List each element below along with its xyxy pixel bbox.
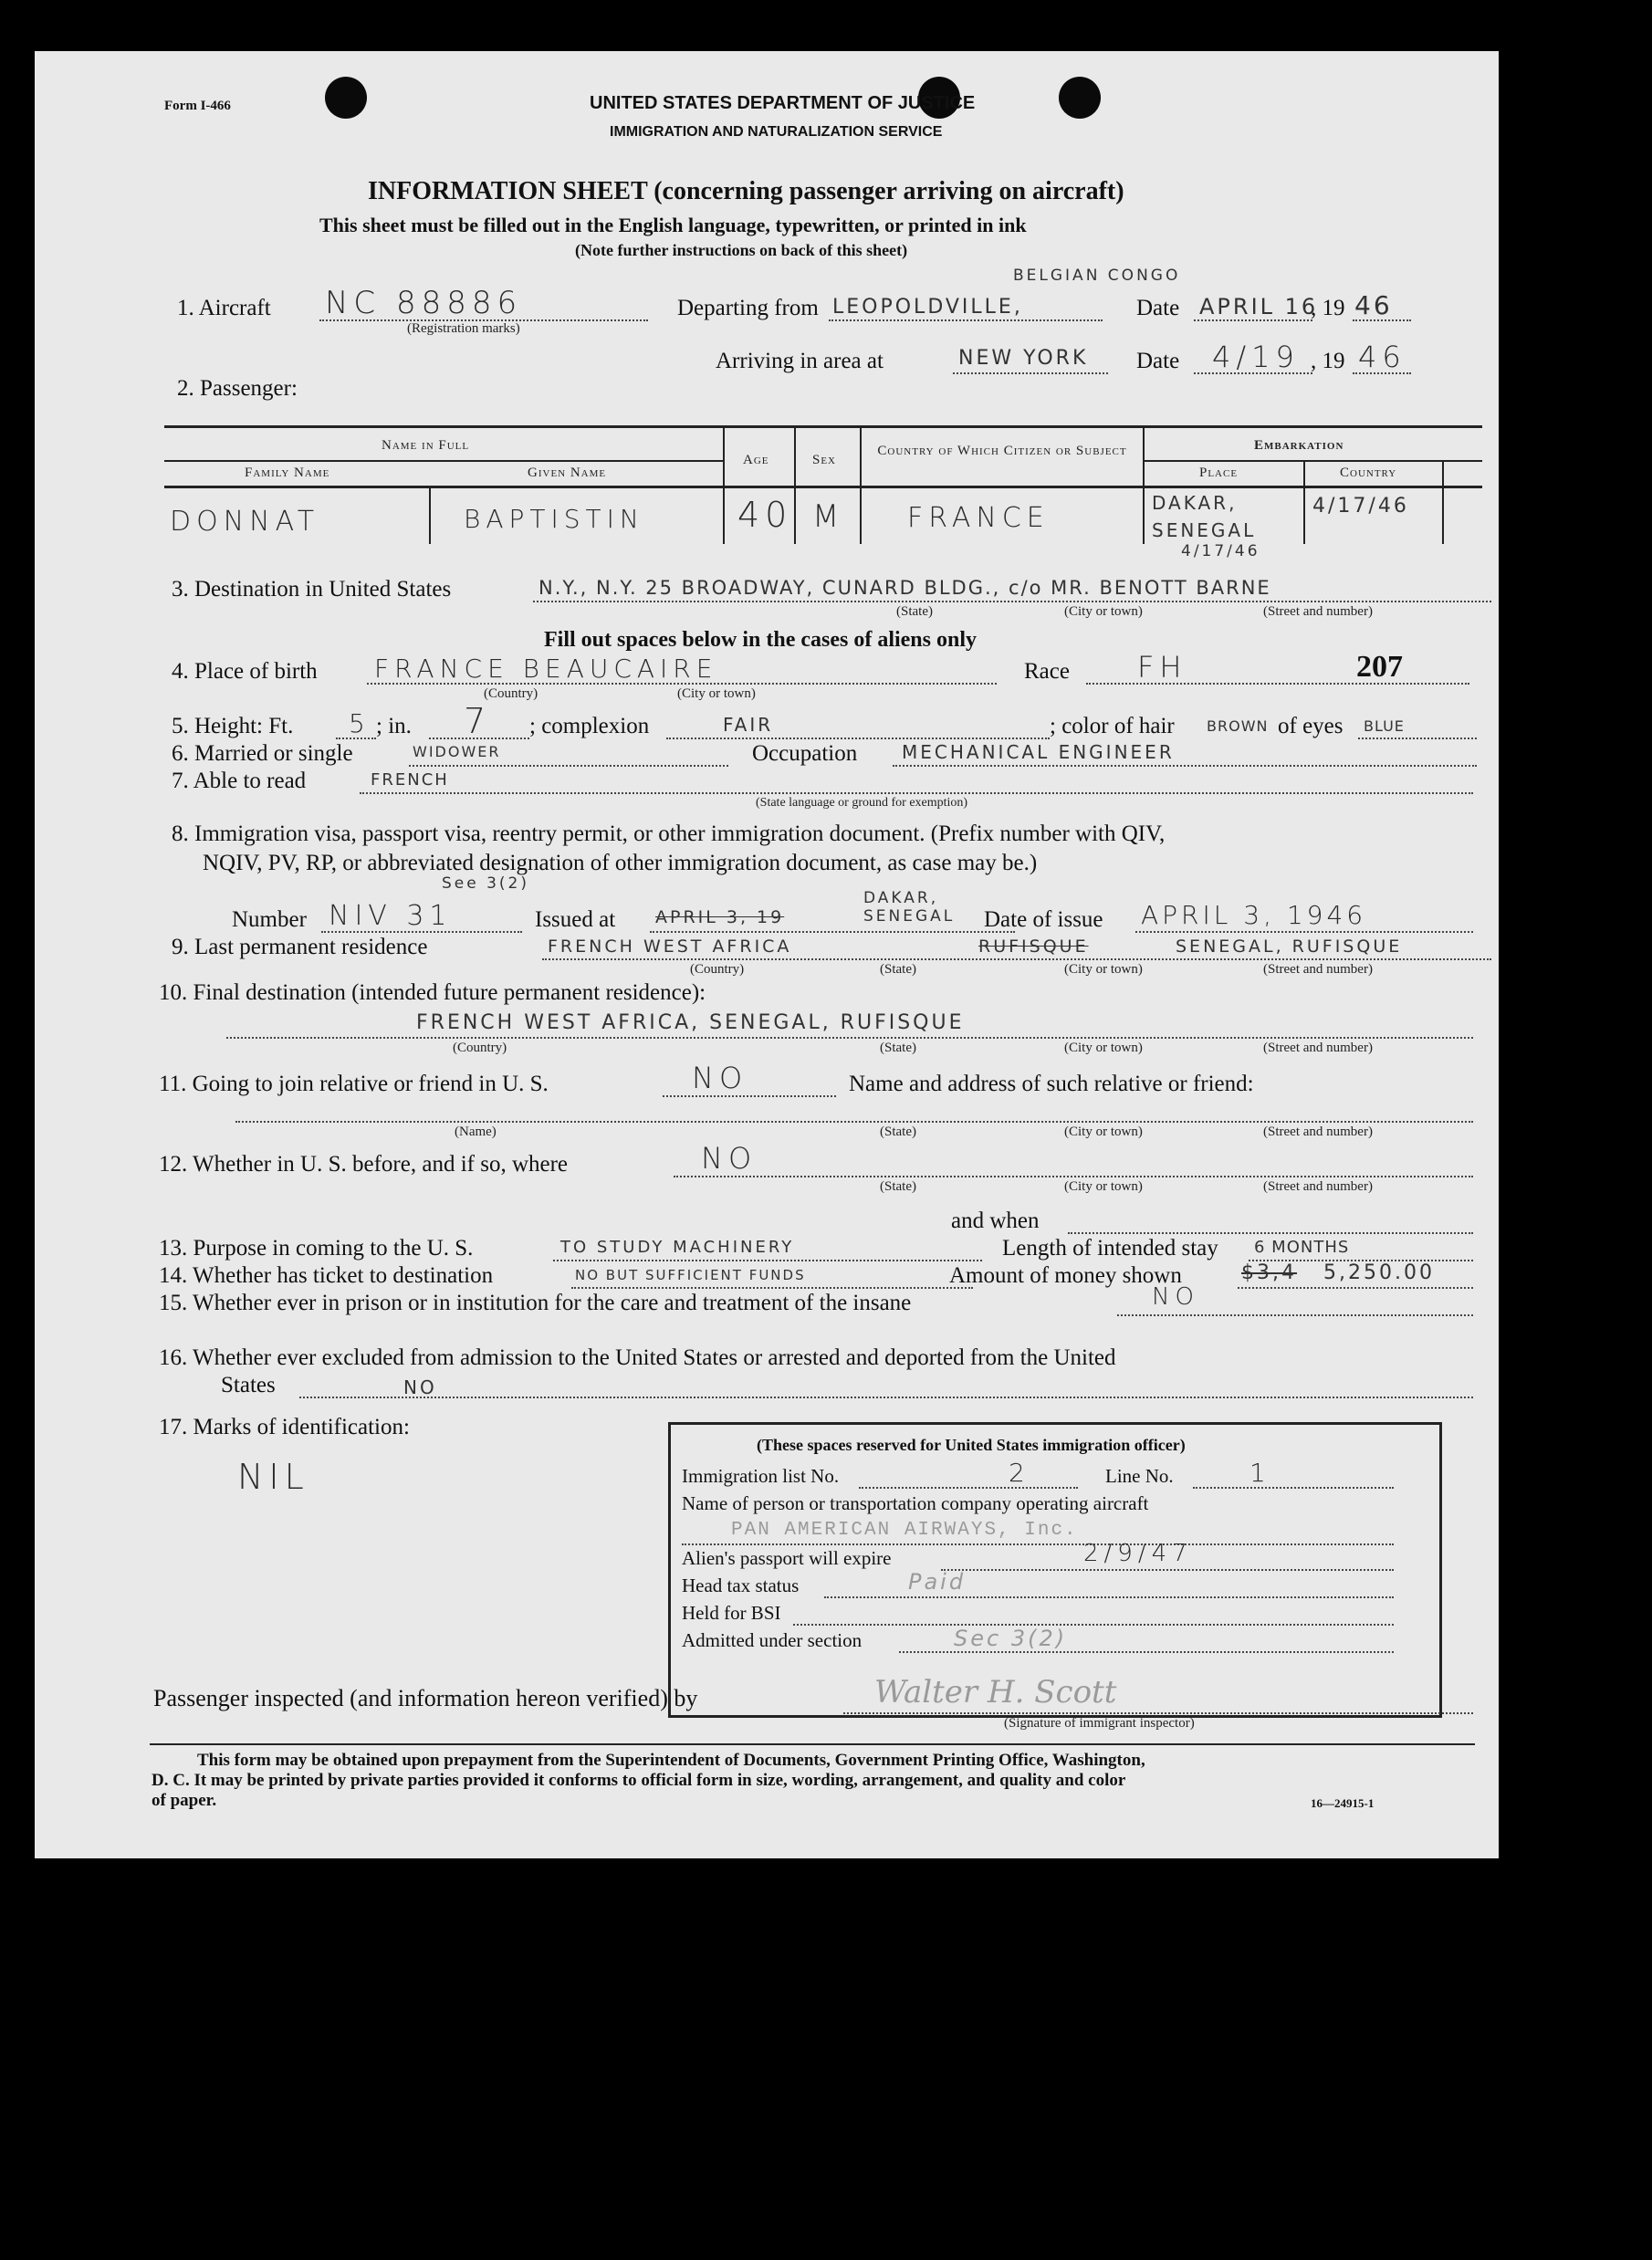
departure-date-label: Date [1136,296,1180,320]
departure-date-line [1194,319,1312,321]
read-line [360,792,1473,794]
join-relative-line [663,1095,836,1097]
departing-line [829,319,1103,321]
previous-when-line [1068,1232,1473,1234]
money-value: 5,250.00 [1323,1261,1435,1284]
inspected-label: Passenger inspected (and information hereon verified) by [153,1685,698,1711]
complexion-line [666,738,1050,739]
bsi-label: Held for BSI [682,1602,781,1624]
embarkation-country-value: 4/17/46 [1312,495,1409,518]
final-destination-value: FRENCH WEST AFRICA, SENEGAL, RUFISQUE [416,1011,965,1034]
relative-address-line [235,1121,1473,1123]
height-ft-value: 5 [349,708,371,738]
height-in-value: 7 [464,701,492,741]
head-tax-label: Head tax status [682,1575,800,1596]
footer-line3: of paper. [152,1791,217,1810]
occupation-label: Occupation [752,741,858,766]
head-tax-value: Paid [908,1569,967,1595]
occupation-line [893,765,1477,767]
passport-expire-label: Alien's passport will expire [682,1547,892,1569]
excluded-value: NO [403,1376,437,1398]
race-value: FH [1137,650,1187,685]
issued-at-struck: APRIL 3, 19 [655,907,785,927]
footer-line1: This form may be obtained upon prepayment from the Superintendent of Documents, Government Printing Office, Washington, [197,1751,1145,1770]
eyes-line [1358,738,1477,739]
company-label: Name of person or transportation company operating aircraft [682,1492,1149,1514]
q14-label: 14. Whether has ticket to destination [159,1263,494,1288]
aliens-heading: Fill out spaces below in the cases of aliens only [544,628,978,652]
family-name-value: DONNAT [170,506,320,538]
complexion-label: ; complexion [529,714,650,738]
service-name: IMMIGRATION AND NATURALIZATION SERVICE [610,124,943,140]
form-sheet [35,51,1499,1858]
complexion-value: FAIR [723,714,774,736]
q7-label: 7. Able to read [172,769,307,793]
document-note: See 3(2) [442,874,530,893]
date-of-issue-value: APRIL 3, 1946 [1141,900,1367,930]
departing-label: Departing from [677,296,819,320]
final-caption-country: (Country) [453,1041,507,1055]
departing-note: BELGIAN CONGO [1013,267,1181,285]
arrival-date-value: 4/19 [1212,340,1300,374]
citizen-value: FRANCE [907,502,1050,534]
header-given-name: Given Name [528,466,607,480]
bsi-line [793,1624,1394,1626]
arriving-value: NEW YORK [958,347,1089,370]
relative-name-label: Name and address of such relative or friend: [849,1072,1254,1096]
department-name: UNITED STATES DEPARTMENT OF JUSTICE [590,93,976,113]
q8-line1: 8. Immigration visa, passport visa, reentry permit, or other immigration document. (Prefix number with QIV, [172,821,1166,846]
residence-caption-state: (State) [880,962,916,977]
birthplace-caption-city: (City or town) [677,686,756,701]
issued-at-line [650,931,1015,933]
q17-label: 17. Marks of identification: [159,1415,410,1439]
residence-line [542,958,1491,960]
relative-caption-city: (City or town) [1064,1125,1143,1139]
company-value: PAN AMERICAN AIRWAYS, Inc. [731,1520,1078,1541]
money-struck: $3,4 [1241,1261,1297,1284]
line-no-value: 1 [1249,1458,1271,1488]
arriving-line [953,372,1108,374]
immigration-list-line [859,1487,1078,1489]
departing-value: LEOPOLDVILLE, [832,296,1023,319]
final-caption-street: (Street and number) [1263,1041,1373,1055]
relative-caption-state: (State) [880,1125,916,1139]
race-code: 207 [1356,650,1403,684]
line-no-label: Line No. [1105,1465,1174,1487]
money-label: Amount of money shown [949,1263,1182,1288]
previous-caption-state: (State) [880,1179,916,1194]
inspector-signature-caption: (Signature of immigrant inspector) [1004,1716,1195,1731]
sheet-title: INFORMATION SHEET (concerning passenger arriving on aircraft) [368,177,1124,205]
place-value: DAKAR, SENEGAL [1152,492,1257,541]
footer-rule [150,1743,1475,1745]
q2-label: 2. Passenger: [177,376,298,401]
destination-line [533,601,1491,602]
arrival-year-line [1353,372,1411,374]
purpose-line [553,1260,982,1261]
q8-line2: NQIV, PV, RP, or abbreviated designation of other immigration document, as case may be.) [203,851,1038,875]
arrival-year-prefix: , 19 [1311,349,1345,373]
q10-label: 10. Final destination (intended future permanent residence): [159,980,706,1005]
destination-value: N.Y., N.Y. 25 BROADWAY, CUNARD BLDG., c/o MR. BENOTT BARNE [538,577,1271,599]
registration-caption: (Registration marks) [407,321,520,336]
q12-label: 12. Whether in U. S. before, and if so, where [159,1152,569,1177]
punch-hole-right [1059,77,1101,119]
q3-label: 3. Destination in United States [172,577,452,602]
departure-year-value: 46 [1354,290,1393,320]
inspector-signature-line [843,1712,1473,1714]
header-sex: Sex [812,453,837,467]
q6-label: 6. Married or single [172,741,353,766]
height-in-label: ; in. [376,714,412,738]
arrival-year-value: 46 [1358,340,1406,374]
arrival-date-label: Date [1136,349,1180,373]
money-line [1238,1287,1473,1289]
header-embarkation: Embarkation [1254,438,1344,453]
company-line [682,1543,1394,1545]
header-name-in-full: Name in Full [382,438,470,453]
immigration-list-value: 2 [1009,1458,1030,1488]
q4-label: 4. Place of birth [172,659,318,684]
admitted-value: Sec 3(2) [954,1626,1068,1651]
footer-line2: D. C. It may be printed by private parties provided it conforms to official form in size, wording, arrangement, and quality and color [152,1771,1126,1790]
departure-date-value: APRIL 16 [1199,294,1319,319]
q15-label: 15. Whether ever in prison or in institution for the care and treatment of the insane [159,1291,912,1315]
join-relative-value: NO [692,1061,748,1095]
ticket-value: NO BUT SUFFICIENT FUNDS [575,1267,806,1283]
read-caption: (State language or ground for exemption) [756,796,968,810]
admitted-line [899,1651,1394,1653]
excluded-line [299,1397,1473,1398]
passport-expire-line [941,1569,1394,1571]
read-value: FRENCH [371,770,449,790]
header-country: Country [1340,466,1397,480]
q5-label: 5. Height: Ft. [172,714,294,738]
previous-visit-value: NO [701,1141,758,1176]
previous-caption-street: (Street and number) [1263,1179,1373,1194]
hair-value: BROWN [1207,717,1269,735]
line-no-line [1193,1487,1394,1489]
stay-length-label: Length of intended stay [1002,1236,1218,1261]
passport-expire-value: 2/9/47 [1083,1540,1193,1567]
purpose-value: TO STUDY MACHINERY [560,1238,795,1257]
inspector-signature: Walter H. Scott [874,1674,1117,1711]
form-number: Form I-466 [164,99,231,113]
q11-label: 11. Going to join relative or friend in U. S. [159,1072,549,1096]
departure-year-line [1353,319,1411,321]
date-of-issue-label: Date of issue [984,907,1103,932]
sheet-note: (Note further instructions on back of this sheet) [575,241,908,259]
q9-label: 9. Last permanent residence [172,935,428,959]
given-name-value: BAPTISTIN [464,504,644,534]
immigration-list-label: Immigration list No. [682,1465,840,1487]
final-destination-line [226,1037,1473,1039]
head-tax-line [824,1596,1394,1598]
aircraft-value: NC 88886 [325,285,523,321]
race-label: Race [1024,659,1070,684]
admitted-label: Admitted under section [682,1629,863,1651]
destination-caption-street: (Street and number) [1263,604,1373,619]
place-date-value: 4/17/46 [1181,542,1260,560]
sheet-subtitle: This sheet must be filled out in the English language, typewritten, or printed in ink [319,214,1027,236]
stay-length-value: 6 MONTHS [1254,1238,1350,1257]
identification-marks-value: NIL [237,1457,309,1497]
sex-value: M [812,498,845,535]
document-number-label: Number [232,907,307,932]
departure-year-prefix: , 19 [1311,296,1345,320]
officer-box-heading: (These spaces reserved for United States immigration officer) [757,1436,1186,1454]
occupation-value: MECHANICAL ENGINEER [902,741,1175,763]
header-family-name: Family Name [245,466,330,480]
eyes-value: BLUE [1364,717,1405,735]
relative-caption-street: (Street and number) [1263,1125,1373,1139]
q13-label: 13. Purpose in coming to the U. S. [159,1236,474,1261]
prison-value: NO [1152,1283,1199,1311]
marital-line [409,765,728,767]
final-caption-state: (State) [880,1041,916,1055]
previous-caption-city: (City or town) [1064,1179,1143,1194]
punch-hole-left [325,77,367,119]
previous-visit-line [674,1176,1473,1177]
hair-label: ; color of hair [1050,714,1175,738]
residence-struck: RUFISQUE [978,936,1089,957]
marital-value: WIDOWER [413,743,501,760]
document-number-value: NIV 31 [329,900,453,932]
destination-caption-city: (City or town) [1064,604,1143,619]
residence-caption-street: (Street and number) [1263,962,1373,977]
prison-line [1117,1314,1473,1316]
eyes-label: of eyes [1278,714,1344,738]
header-age: Age [743,453,769,467]
residence-value: FRENCH WEST AFRICA [548,936,792,957]
residence-caption-city: (City or town) [1064,962,1143,977]
q1-label: 1. Aircraft [177,296,271,320]
ticket-line [571,1287,973,1289]
destination-caption-state: (State) [896,604,933,619]
q16-line2: States [221,1373,276,1397]
q16-line1: 16. Whether ever excluded from admission to the United States or arrested and deported from the United [159,1345,1116,1370]
final-caption-city: (City or town) [1064,1041,1143,1055]
age-value: 40 [737,495,793,535]
issued-at-value: DAKAR, SENEGAL [863,889,956,926]
relative-caption-name: (Name) [455,1125,497,1139]
previous-when-label: and when [951,1208,1040,1233]
residence-value-2: SENEGAL, RUFISQUE [1176,936,1403,957]
birthplace-caption-country: (Country) [484,686,538,701]
residence-caption-country: (Country) [690,962,745,977]
date-of-issue-line [1135,931,1473,933]
footer-code: 16—24915-1 [1311,1796,1375,1810]
birthplace-value: FRANCE BEAUCAIRE [374,654,718,684]
issued-at-label: Issued at [535,907,616,932]
header-place: Place [1199,466,1239,480]
header-country-citizen: Country of Which Citizen or Subject [877,444,1127,458]
arriving-label: Arriving in area at [716,349,884,373]
